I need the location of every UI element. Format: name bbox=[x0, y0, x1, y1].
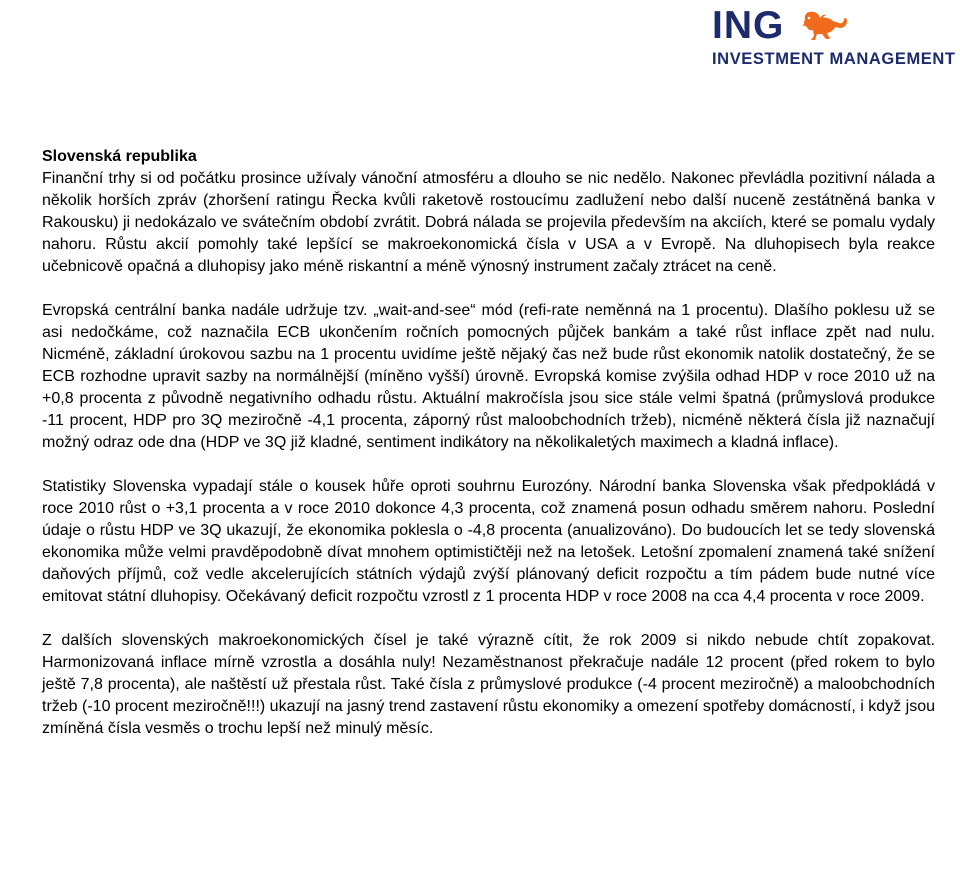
logo-tagline: INVESTMENT MANAGEMENT bbox=[712, 50, 956, 68]
ing-logo bbox=[706, 6, 960, 68]
logo-wordmark: ING bbox=[712, 4, 785, 47]
paragraph-financial-markets: Finanční trhy si od počátku prosince užívaly vánoční atmosféru a dlouho se nic nedělo. Nakonec převládla pozitivní nálada a několik horších zpráv (zhoršení ratingu Řecka kvůli raketově rostoucímu zadlužení nebo další nuceně zestátněná banka v Rakousku) ji nedokázalo ve svátečním období zvrátit. Dobrá nálada se projevila především na akciích, které se pomalu vydaly nahoru. Růstu akcií pomohly také lepšící se makroekonomická čísla v USA a v Evropě. Na dluhopisech byla reakce učebnicově opačná a dluhopisy jako méně riskantní a méně výnosný instrument začaly ztrácet na ceně. bbox=[42, 170, 935, 275]
lion-icon bbox=[800, 6, 852, 46]
section-heading: Slovenská republika bbox=[42, 148, 197, 165]
article bbox=[42, 146, 935, 740]
paragraph-slovak-statistics: Statistiky Slovenska vypadají stále o kousek hůře oproti souhrnu Eurozóny. Národní banka Slovenska však předpokládá v roce 2010 růst o +3,1 procenta a v roce 2010 dokonce 4,3 procenta, což znamená posun odhadu směrem nahoru. Poslední údaje o růstu HDP ve 3Q ukazují, že ekonomika poklesla o -4,8 procenta (anualizováno). Do budoucích let se tedy slovenská ekonomika může velmi pravděpodobně dívat mnohem optimističtěji než na letošek. Letošní zpomalení znamená také snížení daňových příjmů, což vedle akcelerujících státních výdajů zvýší plánovaný deficit rozpočtu a tím pádem bude nutné více emitovat státní dluhopisy. Očekávaný deficit rozpočtu vzrostl z 1 procenta HDP v roce 2008 na cca 4,4 procenta v roce 2009. bbox=[42, 478, 935, 605]
paragraph-ecb: Evropská centrální banka nadále udržuje tzv. „wait-and-see“ mód (refi-rate neměnná na 1 procentu). Dlašího poklesu už se asi nedočkáme, což naznačila ECB ukončením ročních pomocných půjček bankám a také růst inflace zpět nad nulu. Nicméně, základní úrokovou sazbu na 1 procentu uvidíme ještě nějaký čas než bude růst ekonomik natolik dostatečný, že se ECB rozhodne upravit sazby na normálnější (míněno vyšší) úrovně. Evropská komise zvýšila odhad HDP v roce 2010 už na +0,8 procenta z původně negativního odhadu růstu. Aktuální makročísla jsou sice stále velmi špatná (průmyslová produkce -11 procent, HDP pro 3Q meziročně -4,1 procenta, záporný růst maloobchodních tržeb), nicméně některá čísla již naznačují možný odraz ode dna (HDP ve 3Q již kladné, sentiment indikátory na několikaletých maximech a kladná inflace). bbox=[42, 302, 935, 451]
paragraph-slovak-macro: Z dalších slovenských makroekonomických čísel je také výrazně cítit, že rok 2009 si nikdo nebude chtít zopakovat. Harmonizovaná inflace mírně vzrostla a dosáhla nuly! Nezaměstnanost překračuje nadále 12 procent (před rokem to bylo ještě 7,8 procenta), ale naštěstí už přestala růst. Také čísla z průmyslové produkce (-4 procent meziročně) a maloobchodních tržeb (-10 procent meziročně!!!) ukazují na jasný trend zastavení růstu ekonomiky a omezení spotřeby domácností, i když jsou zmíněná čísla vesměs o trochu lepší než minulý měsíc. bbox=[42, 632, 935, 737]
